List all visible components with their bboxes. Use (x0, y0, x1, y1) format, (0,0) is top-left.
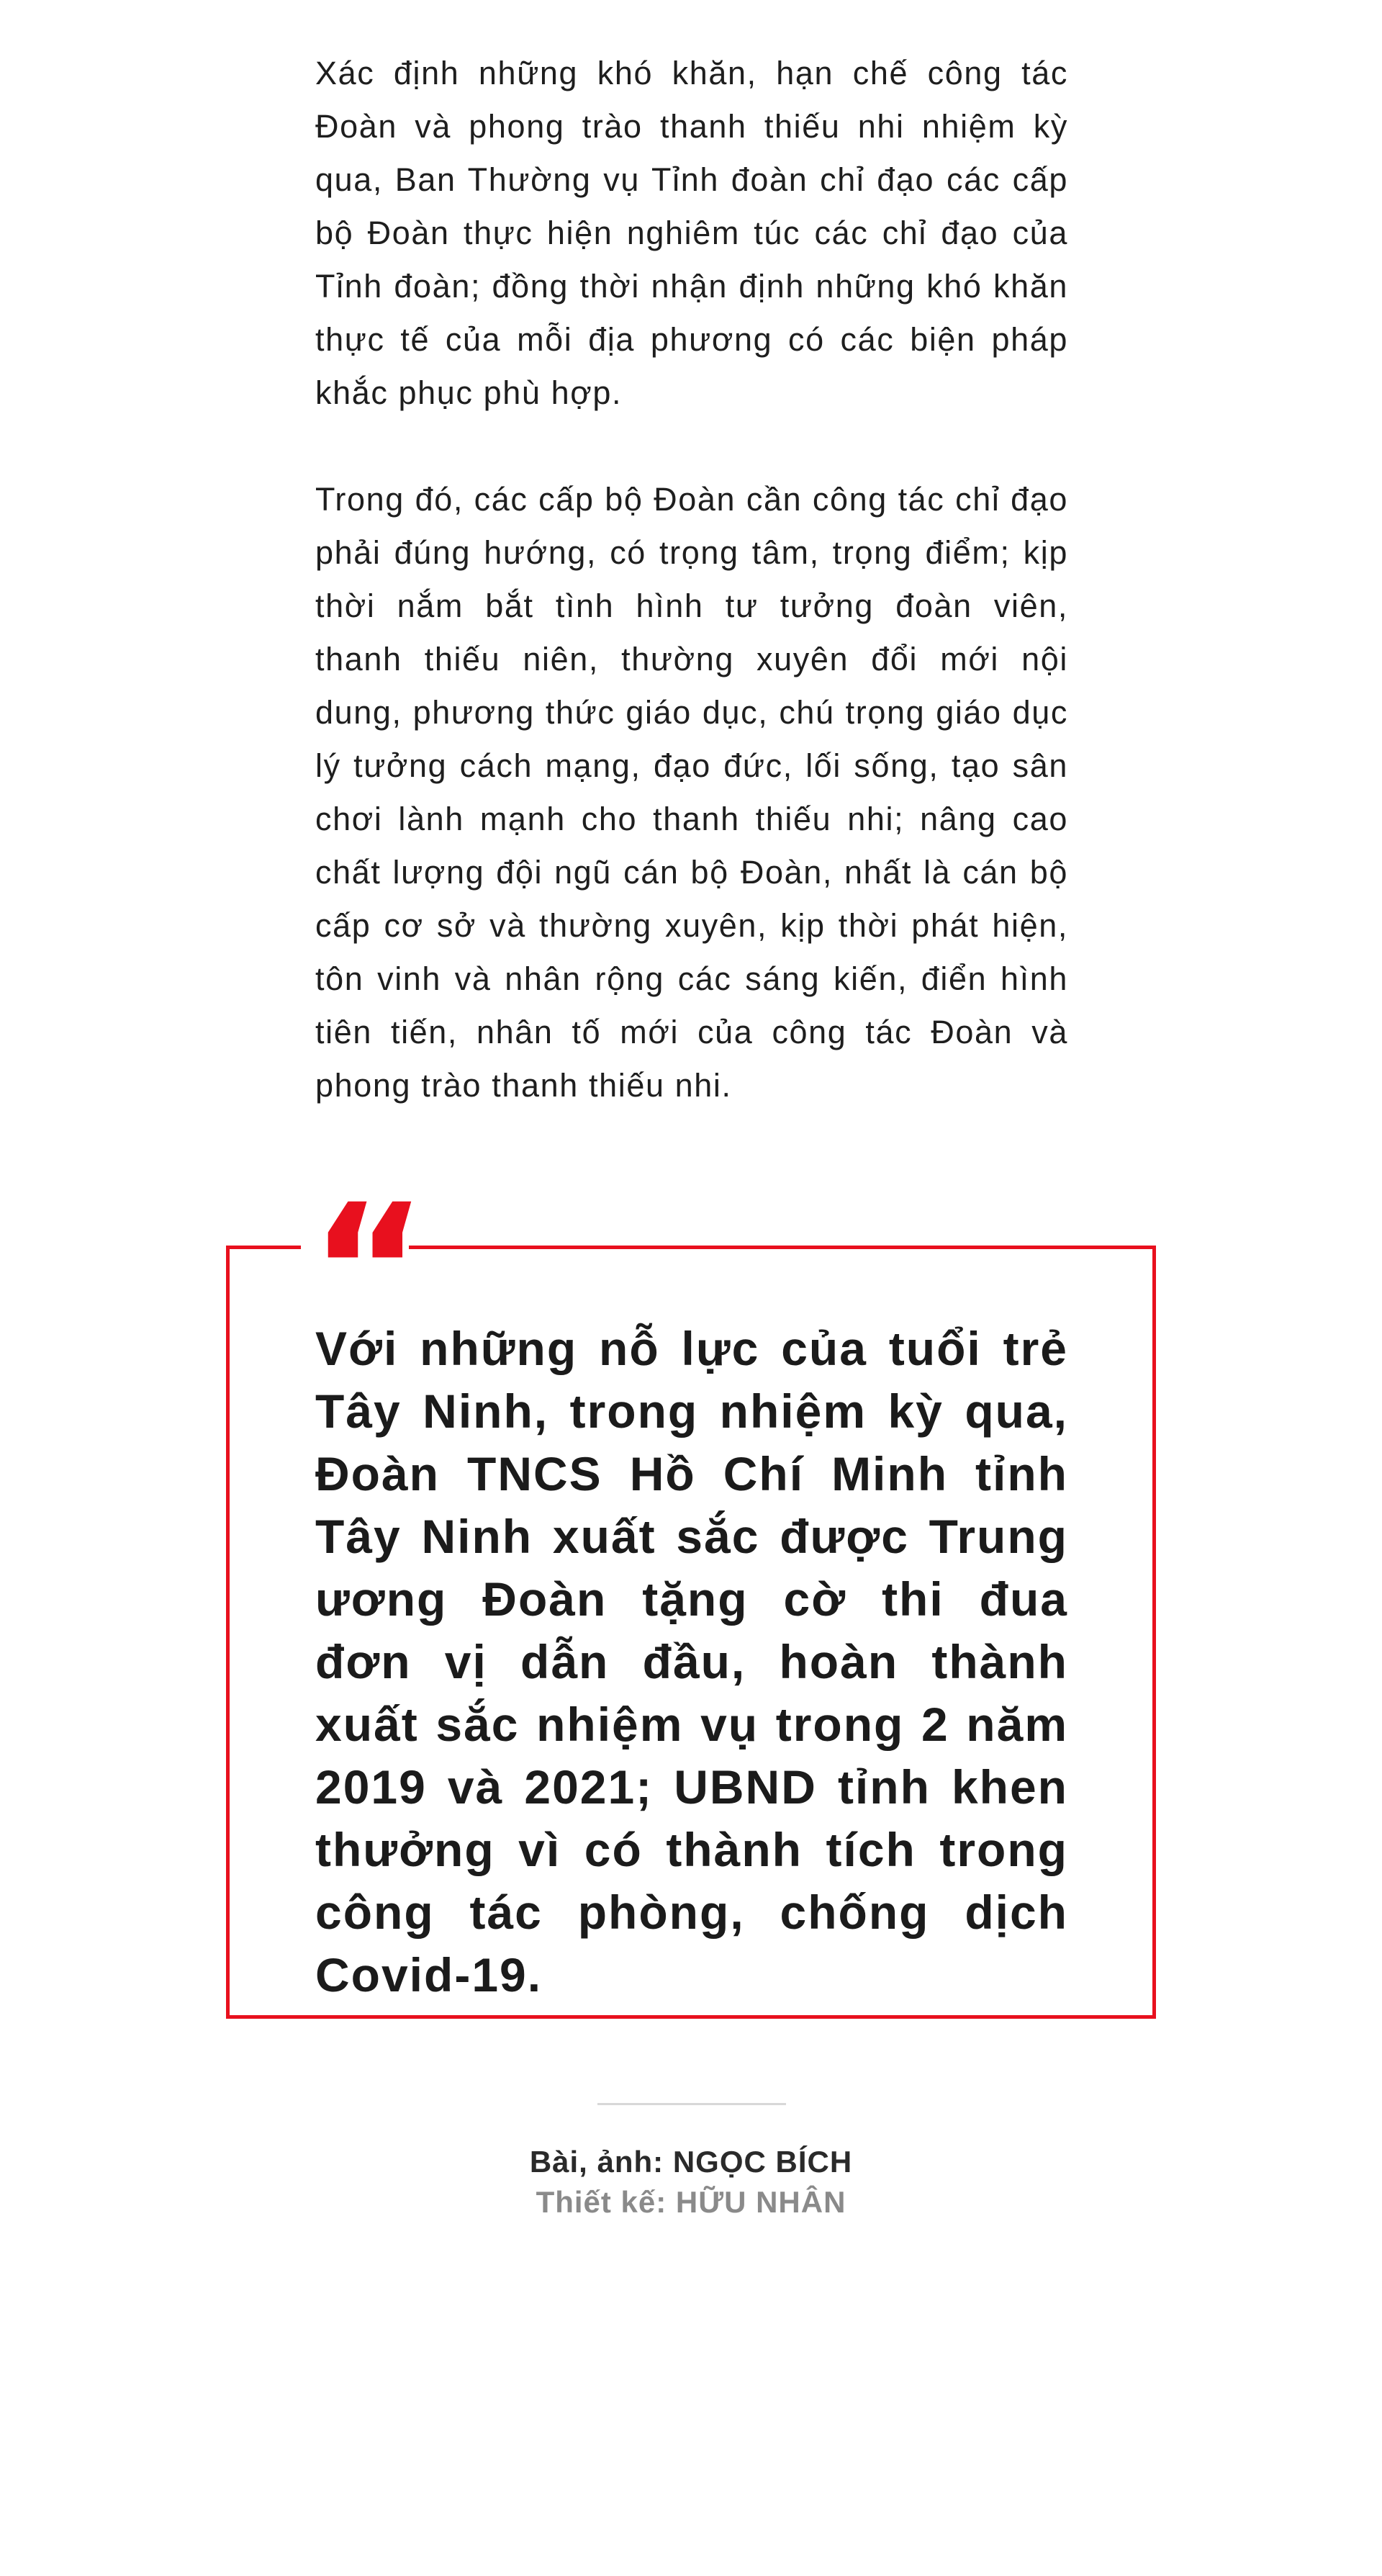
credits (403, 2142, 979, 2223)
article-paragraph-2: Trong đó, các cấp bộ Đoàn cần công tác chỉ đạo phải đúng hướng, có trọng tâm, trọng điểm; kịp thời nắm bắt tình hình tư tưởng đoàn viên, thanh thiếu niên, thường xuyên đổi mới nội dung, phương thức giáo dục, chú trọng giáo dục lý tưởng cách mạng, đạo đức, lối sống, tạo sân chơi lành mạnh cho thanh thiếu nhi; nâng cao chất lượng đội ngũ cán bộ Đoàn, nhất là cán bộ cấp cơ sở và thường xuyên, kịp thời phát hiện, tôn vinh và nhân rộng các sáng kiến, điển hình tiên tiến, nhân tố mới của công tác Đoàn và phong trào thanh thiếu nhi. (315, 481, 1068, 1104)
credit-author: Bài, ảnh: NGỌC BÍCH (529, 2145, 853, 2179)
credits-divider (597, 2103, 786, 2105)
pull-quote-text: Với những nỗ lực của tuổi trẻ Tây Ninh, trong nhiệm kỳ qua, Đoàn TNCS Hồ Chí Minh tỉnh Tây Ninh xuất sắc được Trung ương Đoàn tặng cờ thi đua đơn vị dẫn đầu, hoàn thành xuất sắc nhiệm vụ trong 2 năm 2019 và 2021; UBND tỉnh khen thưởng vì có thành tích trong công tác phòng, chống dịch Covid-19. (315, 1322, 1068, 2001)
article-body (315, 47, 1068, 1112)
article-paragraph-1: Xác định những khó khăn, hạn chế công tác Đoàn và phong trào thanh thiếu nhi nhiệm kỳ qua, Ban Thường vụ Tỉnh đoàn chỉ đạo các cấp bộ Đoàn thực hiện nghiêm túc các chỉ đạo của Tỉnh đoàn; đồng thời nhận định những khó khăn thực tế của mỗi địa phương có các biện pháp khắc phục phù hợp. (315, 55, 1068, 411)
quote-mark-icon: “ (310, 1166, 428, 1375)
credit-design: Thiết kế: HỮU NHÂN (536, 2185, 846, 2219)
